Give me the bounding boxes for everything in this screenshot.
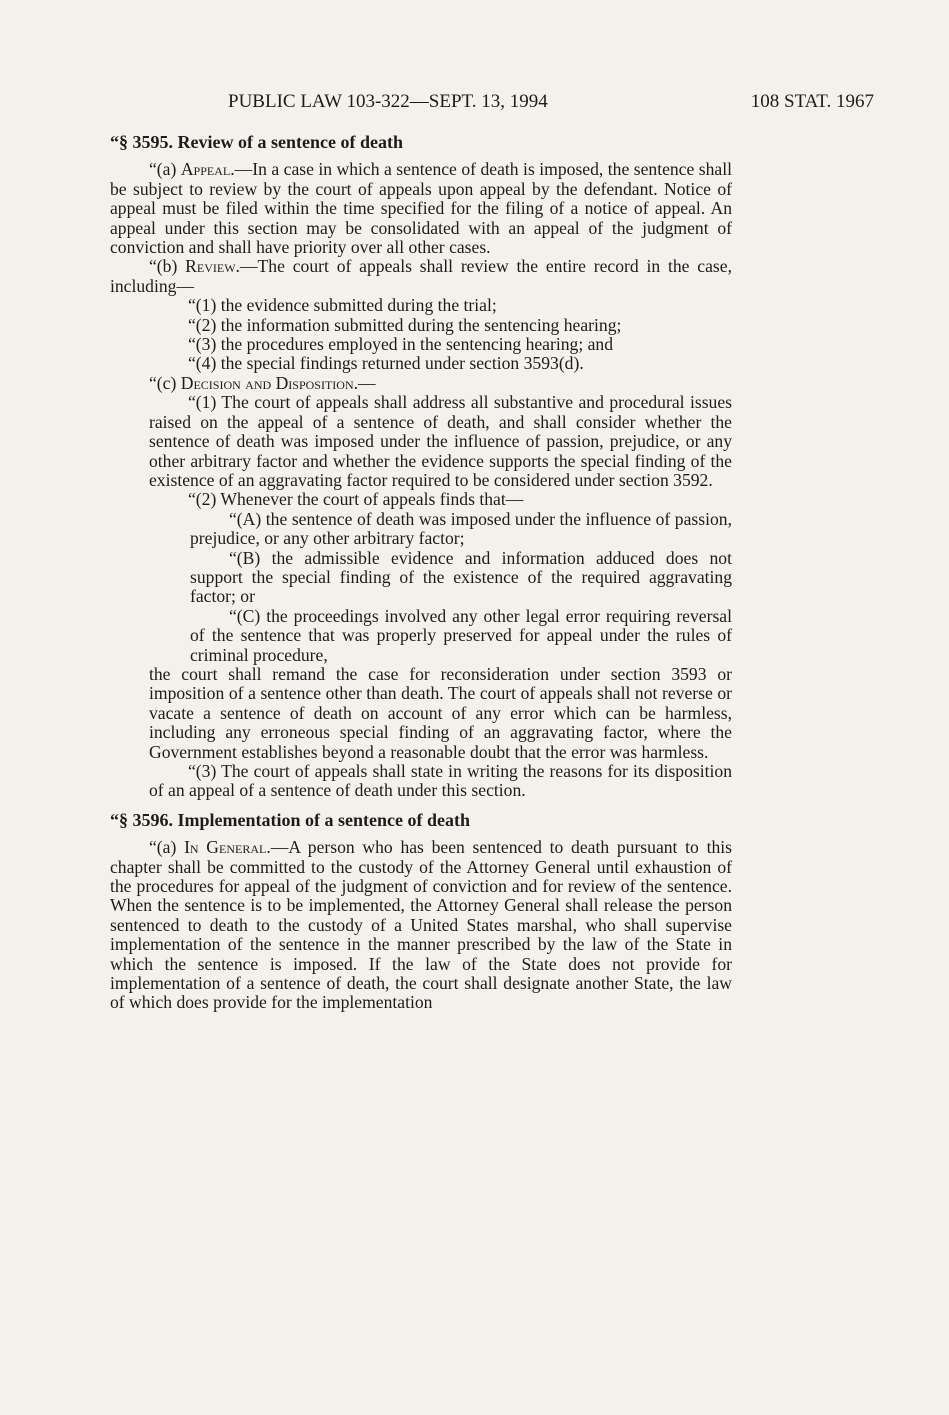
section-3596-heading: “§ 3596. Implementation of a sentence of death: [110, 809, 470, 830]
section-3595-c2B: “(B) the admissible evidence and information adduced does not support the special finding of the existence of the required aggravating factor; or: [190, 547, 732, 607]
public-law-citation: PUBLIC LAW 103-322—SEPT. 13, 1994: [228, 91, 548, 112]
document-page: [110, 91, 874, 1013]
section-3595-b4: “(4) the special findings returned under section 3593(d).: [188, 353, 584, 374]
section-3595-b1: “(1) the evidence submitted during the trial;: [188, 295, 497, 316]
section-3595-c2A: “(A) the sentence of death was imposed under the influence of passion, prejudice, or any other arbitrary factor;: [190, 508, 732, 549]
section-3595-b3: “(3) the procedures employed in the sentencing hearing; and: [188, 334, 614, 355]
section-3595-c: “(c) Decision and Disposition.—: [149, 372, 376, 393]
section-3596-a: “(a) In General.—A person who has been sentenced to death pursuant to this chapter shall be committed to the custody of the Attorney General until exhaustion of the procedures for appeal of the judgment of conviction and for review of the sentence. When the sentence is to be implemented, the Attorney General shall release the person sentenced to death to the custody of a United States marshal, who shall supervise implementation of the sentence in the manner prescribed by the law of the State in which the sentence is imposed. If the law of the State does not provide for implementation of a sentence of death, the court shall designate another State, the law of which does provide for the implementation: [110, 837, 732, 1013]
statute-page-number: 108 STAT. 1967: [750, 91, 874, 112]
section-3595-b: “(b) Review.—The court of appeals shall review the entire record in the case, including—: [110, 256, 732, 296]
section-3595-c2-flush: the court shall remand the case for reconsideration under section 3593 or imposition of a sentence other than death. The court of appeals shall not reverse or vacate a sentence of death on account of any error which can be harmless, including any erroneous special finding of an aggravating factor, where the Government establishes beyond a reasonable doubt that the error was harmless.: [149, 663, 732, 762]
section-3595-a: “(a) Appeal.—In a case in which a sentence of death is imposed, the sentence shall be subject to review by the court of appeals upon appeal by the defendant. Notice of appeal must be filed within the time specified for the filing of a notice of appeal. An appeal under this section may be consolidated with an appeal of the judgment of conviction and shall have priority over all other cases.: [110, 159, 733, 258]
section-3595-c2: “(2) Whenever the court of appeals finds that—: [188, 489, 524, 510]
running-head: [110, 91, 874, 116]
section-3595-heading: “§ 3595. Review of a sentence of death: [110, 132, 403, 152]
section-3595-c1: “(1) The court of appeals shall address all substantive and procedural issues raised on the appeal of a sentence of death, and shall consider whether the sentence of death was imposed under the influence of passion, prejudice, or any other arbitrary factor and whether the evidence supports the special finding of the existence of an aggravating factor required to be considered under section 3592.: [149, 392, 732, 490]
section-3595-c3: “(3) The court of appeals shall state in writing the reasons for its disposition of an appeal of a sentence of death under this section.: [149, 761, 732, 801]
section-3595-c2C: “(C) the proceedings involved any other legal error requiring reversal of the sentence that was properly preserved for appeal under the rules of criminal procedure,: [190, 605, 732, 665]
section-3595-b2: “(2) the information submitted during the sentencing hearing;: [188, 314, 622, 335]
